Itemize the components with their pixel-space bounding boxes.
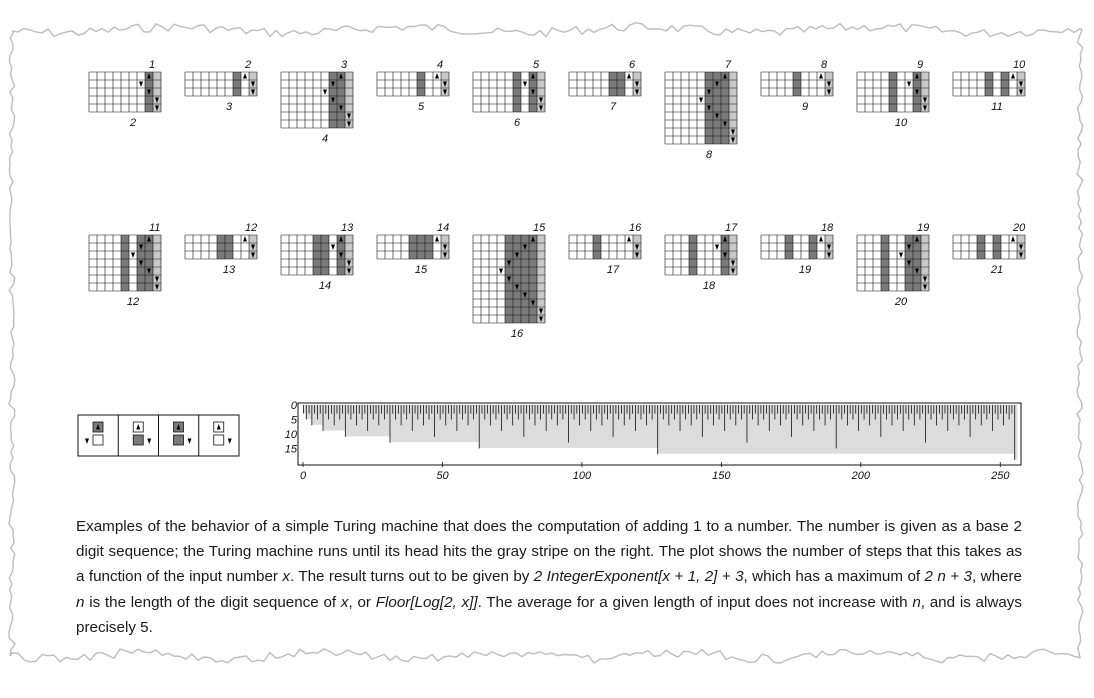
caption-text-7: . The average for a given length of input does not increase with bbox=[477, 593, 913, 611]
output-number-label: 4 bbox=[321, 133, 329, 145]
input-number-label: 3 bbox=[341, 59, 348, 71]
y-tick-label: 0 bbox=[290, 400, 297, 412]
plot-area bbox=[303, 405, 1017, 460]
caption-text-5: is the length of the digit sequence of bbox=[84, 593, 341, 611]
figure-caption bbox=[76, 514, 1022, 640]
output-number-label: 7 bbox=[609, 101, 617, 113]
y-tick-label: 10 bbox=[284, 428, 297, 441]
y-tick-label: 5 bbox=[290, 414, 297, 427]
plot-x-labels bbox=[300, 470, 1010, 482]
tape-grid bbox=[473, 222, 546, 340]
input-number-label: 10 bbox=[1013, 59, 1026, 71]
output-number-label: 2 bbox=[129, 117, 137, 129]
caption-var-n-2: n bbox=[912, 593, 921, 611]
input-number-label: 5 bbox=[533, 59, 540, 71]
caption-text-8: , and is always precisely 5. bbox=[76, 593, 1022, 636]
tape-grid bbox=[665, 222, 738, 292]
plot-y-labels bbox=[285, 400, 298, 455]
output-number-label: 13 bbox=[222, 264, 236, 276]
output-number-label: 16 bbox=[510, 328, 524, 340]
output-number-label: 21 bbox=[990, 264, 1004, 276]
input-number-label: 7 bbox=[725, 59, 732, 71]
tape-grid bbox=[953, 222, 1026, 276]
tape-grid bbox=[761, 59, 833, 113]
x-tick-label: 100 bbox=[572, 470, 592, 482]
caption-text-6: , or bbox=[348, 593, 376, 611]
output-number-label: 15 bbox=[414, 264, 428, 276]
y-tick-label: 15 bbox=[284, 443, 297, 456]
output-number-label: 5 bbox=[417, 101, 425, 113]
input-number-label: 9 bbox=[917, 59, 924, 71]
tape-grid bbox=[569, 222, 642, 276]
output-number-label: 9 bbox=[801, 101, 809, 113]
output-number-label: 20 bbox=[894, 296, 908, 308]
input-number-label: 16 bbox=[629, 222, 642, 234]
input-number-label: 20 bbox=[1013, 222, 1026, 234]
caption-formula-exponent: 2 IntegerExponent[x + 1, 2] + 3 bbox=[533, 568, 744, 586]
caption-var-x: x bbox=[282, 568, 290, 586]
tape-grid bbox=[281, 59, 353, 145]
caption-paragraph bbox=[76, 514, 1022, 640]
caption-text-2: . The result turns out to be given by bbox=[289, 568, 534, 586]
input-number-label: 19 bbox=[917, 222, 930, 234]
output-number-label: 12 bbox=[126, 296, 140, 308]
caption-var-n: n bbox=[76, 593, 85, 611]
tape-grid bbox=[857, 222, 929, 308]
x-tick-label: 200 bbox=[851, 470, 870, 482]
output-number-label: 14 bbox=[318, 280, 332, 292]
tape-grid bbox=[665, 59, 737, 161]
tape-grid bbox=[377, 59, 449, 113]
output-number-label: 18 bbox=[702, 280, 716, 292]
output-number-label: 17 bbox=[606, 264, 620, 276]
x-tick-label: 50 bbox=[436, 470, 449, 482]
input-number-label: 17 bbox=[725, 222, 738, 234]
tape-evolution-grids bbox=[89, 59, 1026, 340]
x-tick-label: 150 bbox=[712, 470, 731, 482]
caption-formula-max: 2 n + 3 bbox=[924, 568, 972, 586]
input-number-label: 1 bbox=[149, 59, 156, 71]
output-number-label: 19 bbox=[798, 264, 812, 276]
tape-grid bbox=[185, 222, 257, 276]
input-number-label: 6 bbox=[629, 59, 636, 71]
tape-grid bbox=[569, 59, 641, 113]
input-number-label: 15 bbox=[533, 222, 546, 234]
tape-grid bbox=[89, 222, 161, 308]
output-number-label: 3 bbox=[225, 101, 233, 113]
caption-text-1: Examples of the behavior of a simple Turing machine that does the computation of adding 1 to a number. The number is given as a base 2 digit sequence; the Turing machine runs until its head hits the gray stripe on the right. The plot shows the number of steps that this takes as a function of the input number bbox=[76, 518, 1022, 586]
input-number-label: 14 bbox=[437, 222, 450, 234]
tape-grid bbox=[377, 222, 449, 276]
tape-grid bbox=[761, 222, 834, 276]
output-number-label: 10 bbox=[894, 117, 908, 129]
caption-text-4: , where bbox=[972, 568, 1023, 586]
input-number-label: 8 bbox=[821, 59, 828, 71]
caption-text-3: , which has a maximum of bbox=[743, 568, 925, 586]
input-number-label: 18 bbox=[821, 222, 834, 234]
input-number-label: 11 bbox=[149, 222, 161, 234]
tape-grid bbox=[89, 59, 161, 129]
tape-grid bbox=[185, 59, 257, 113]
x-tick-label: 0 bbox=[299, 470, 307, 482]
tape-grid bbox=[953, 59, 1026, 113]
output-number-label: 8 bbox=[705, 149, 713, 161]
output-number-label: 6 bbox=[513, 117, 521, 129]
rule-icons bbox=[78, 415, 239, 456]
tape-grid bbox=[281, 222, 354, 292]
caption-formula-floor: Floor[Log[2, x]] bbox=[375, 593, 478, 611]
steps-plot bbox=[285, 400, 1021, 482]
output-number-label: 11 bbox=[991, 101, 1003, 113]
tape-grid bbox=[473, 59, 545, 129]
input-number-label: 2 bbox=[245, 59, 252, 71]
input-number-label: 4 bbox=[437, 59, 444, 71]
caption-var-x-2: x bbox=[340, 593, 349, 611]
input-number-label: 12 bbox=[245, 222, 258, 234]
tape-grid bbox=[857, 59, 929, 129]
input-number-label: 13 bbox=[341, 222, 354, 234]
x-tick-label: 250 bbox=[991, 470, 1010, 482]
